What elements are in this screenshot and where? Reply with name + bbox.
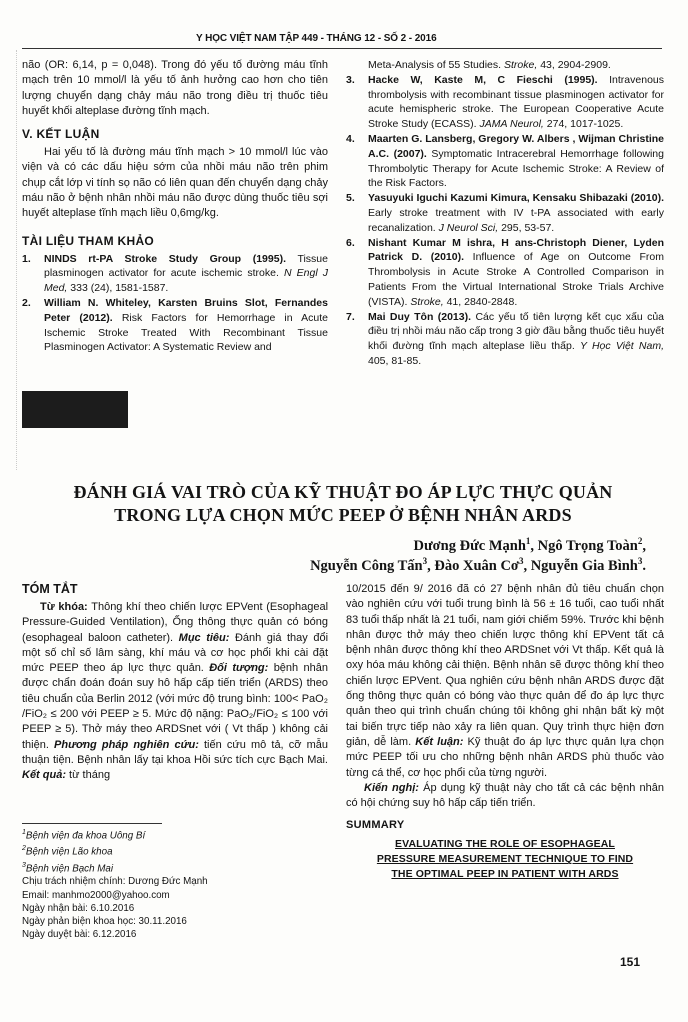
reference-number: 7. xyxy=(346,310,355,323)
author-affiliation-mark: 3 xyxy=(637,556,643,566)
abstract-segment: bệnh nhân được chẩn đoán đoán suy hô hấp cấp tiến triển (ARDS) theo tiêu chuẩn của Berlin 2012 (với mức độ trung bình: 100< PaO₂ /FiO₂ ≤ 200 với PEEP ≥ 5. Mức độ nặng: PaO₂/FiO₂ ≤ 100 với PEEP ≥ 5). Thở máy theo ARDSnet với ( Vt thấp ) không cải thiện. xyxy=(22,662,328,751)
reference-details: 43, 2904-2909. xyxy=(540,59,611,71)
reference-item xyxy=(22,296,328,355)
summary-heading: SUMMARY xyxy=(346,819,405,832)
reference-number: 2. xyxy=(22,297,31,310)
results-text: 10/2015 đến 9/ 2016 đã có 27 bệnh nhân đủ tiêu chuẩn chọn vào nghiên cứu với tuổi trung bình là 56 ± 16 tuổi, cao tuổi nhất 83 tuổi thấp nhất là 21 tuổi, nam giới chiếm 59%. Trước khi bệnh nhân được thở máy theo chiến lược thông khí EPVent tất cả bệnh nhân được thông khí theo ARDSnet với Vt thấp. Kết quả là oxy hóa máu không cải thiện. Bệnh nhân sẽ được thông khí theo chiến lược EPVent. Qua nghiên cứu bệnh nhân ARDS được đặt ống thông thực quản có bóng vào thực quản để đo áp lực thực quản theo qui trình chuẩn chúng tôi không ghi nhận bất kỳ một tai biến trực tiếp nào xảy ra liên quan. Quy trình thực hiện đơn giản, dễ làm. xyxy=(346,583,664,748)
author-separator: , xyxy=(642,537,646,554)
reference-details: 405, 81-85. xyxy=(368,354,422,367)
left-top-column xyxy=(22,58,328,355)
abstract-label: Mục tiêu: xyxy=(178,631,230,644)
abstract-segment: tiến cứu mô tả, cỡ mẫu thuận tiện. Bệnh nhân lấy tại khoa Hồi sức tích cực Bạch Mai. xyxy=(22,738,328,766)
email-line[interactable]: Email: manhmo2000@yahoo.com xyxy=(22,889,170,901)
abstract-right-column xyxy=(346,582,664,882)
reference-item xyxy=(346,310,664,369)
reference-authors: Maarten G. Lansberg, Gregory W. Albers , Wijman Christine A.C. (2007). xyxy=(368,132,664,160)
reference-body xyxy=(368,58,664,73)
reference-item xyxy=(346,191,664,235)
reference-authors: Nishant Kumar M ishra, H ans-Christoph Diener, Lyden Patrick D. (2010). xyxy=(368,236,664,264)
reference-authors: Yasuyuki Iguchi Kazumi Kimura, Kensaku Shibazaki (2010). xyxy=(368,192,664,205)
affiliation-mark: 3 xyxy=(22,861,26,869)
english-title-line: PRESSURE MEASUREMENT TECHNIQUE TO FIND xyxy=(376,853,634,866)
reference-journal: JAMA Neurol, xyxy=(479,118,544,131)
header-divider xyxy=(22,48,662,49)
reference-body xyxy=(368,310,664,369)
author-separator: , xyxy=(530,537,538,554)
recommendation-label: Kiến nghị: xyxy=(364,781,419,794)
article-title-line-2: TRONG LỰA CHỌN MỨC PEEP Ở BỆNH NHÂN ARDS xyxy=(114,505,572,525)
reference-journal: Y Học Việt Nam, xyxy=(579,340,664,353)
author-name: Nguyễn Công Tấn xyxy=(310,557,423,574)
abstract-segment: từ tháng xyxy=(66,769,111,782)
reference-number: 3. xyxy=(346,73,355,86)
review-date: Ngày phản biện khoa học: 30.11.2016 xyxy=(22,916,187,928)
reference-journal: J Neurol Sci, xyxy=(438,221,499,234)
reference-title: Early stroke treatment with IV t-PA associated with early recanalization. xyxy=(368,206,664,234)
reference-body xyxy=(368,236,664,310)
reference-body xyxy=(368,73,664,132)
article-title-line-1: ĐÁNH GIÁ VAI TRÒ CỦA KỸ THUẬT ĐO ÁP LỰC THỰC QUẢN xyxy=(73,482,613,502)
abstract-right-text xyxy=(346,582,664,781)
margin-handwriting-marks xyxy=(0,50,17,470)
recommendation-text: Áp dụng kỹ thuật này cho tất cả các bệnh nhân có hội chứng suy hô hấp cấp tiến triển. xyxy=(346,781,664,810)
reference-title: Intravenous thrombolysis with recombinant tissue plasminogen activator for acute hemispheric stroke. The European Cooperative Acute Stroke Study (ECASS). xyxy=(368,73,664,131)
authors-line-1 xyxy=(413,536,646,555)
english-title-block xyxy=(346,837,664,882)
reference-number: 5. xyxy=(346,192,355,205)
reference-item xyxy=(346,73,664,132)
author-separator: , xyxy=(523,557,531,574)
english-title-line: EVALUATING THE ROLE OF ESOPHAGEAL xyxy=(395,838,615,851)
abstract-label: Kết quả: xyxy=(22,769,66,782)
approval-date: Ngày duyệt bài: 6.12.2016 xyxy=(22,929,137,941)
reference-body xyxy=(368,191,664,235)
reference-authors: Mai Duy Tôn (2013). xyxy=(368,310,472,323)
abstract-label: Đối tượng: xyxy=(209,662,269,675)
reference-authors: NINDS rt-PA Stroke Study Group (1995). xyxy=(44,252,286,265)
author-name: Nguyễn Gia Bình xyxy=(530,557,638,574)
conclusion-text: Hai yếu tố là đường máu tĩnh mạch > 10 mmol/l lúc vào viện và có các dấu hiệu sớm của nhồi máu não trên phim chụp cắt lớp vi tính sọ não có liên quan đến chuyển dạng chảy máu não ở bệnh nhân nhồi máu não được dùng thuốc tiêu sợi huyết alteplase tĩnh mạch liều 0,6mg/kg. xyxy=(22,146,328,220)
reference-body xyxy=(44,252,328,296)
reference-title: Tissue plasminogen activator for acute ischemic stroke. xyxy=(44,252,328,280)
reference-body xyxy=(44,296,328,355)
author-affiliation-mark: 3 xyxy=(518,556,524,566)
recommendation-paragraph xyxy=(346,781,664,812)
affiliation-note xyxy=(22,826,322,842)
reference-title: Meta-Analysis of 55 Studies. xyxy=(368,59,502,71)
affiliation-mark: 2 xyxy=(22,845,26,853)
reference-number: 1. xyxy=(22,252,31,265)
right-top-column xyxy=(346,58,664,369)
references-list-right xyxy=(346,58,664,369)
abstract-left-column xyxy=(22,582,328,784)
abstract-left-text xyxy=(22,600,328,784)
footnote-divider xyxy=(22,823,162,824)
author-affiliation-mark: 2 xyxy=(637,536,643,546)
reference-journal: Stroke, xyxy=(504,59,538,71)
running-header: Y HỌC VIỆT NAM TẬP 449 - THÁNG 12 - SỐ 2 - 2016 xyxy=(196,33,437,44)
authors-line-2 xyxy=(310,556,646,575)
reference-details: 41, 2840-2848. xyxy=(446,295,518,308)
reference-authors: William N. Whiteley, Karsten Bruins Slot, Fernandes Peter (2012). xyxy=(44,297,328,324)
corresponding-author: Chịu trách nhiệm chính: Dương Đức Mạnh xyxy=(22,876,208,888)
page-number: 151 xyxy=(619,955,640,969)
abstract-label: Phương pháp nghiên cứu: xyxy=(54,738,199,751)
reference-number: 6. xyxy=(346,236,355,249)
reference-number xyxy=(346,58,368,73)
affiliation-mark: 1 xyxy=(22,829,26,836)
reference-journal: N Engl J Med, xyxy=(44,267,328,295)
reference-item xyxy=(346,58,664,73)
author-name: Ngô Trọng Toàn xyxy=(537,537,638,554)
references-list-left xyxy=(22,252,328,356)
conclusion-label: Kết luận: xyxy=(415,735,464,748)
affiliation-note xyxy=(22,859,322,875)
affiliation-note xyxy=(22,842,322,858)
references-heading: TÀI LIỆU THAM KHẢO xyxy=(22,233,155,248)
intro-paragraph: não (OR: 6,14, p = 0,048). Trong đó yếu tố đường máu tĩnh mạch trên 10 mmol/l là yếu tố ảnh hưởng cao hơn cho tiên lượng chuyển dạng chảy máu não trong điều trị thuốc tiêu huyết khối alteplase đường tĩnh mạch. xyxy=(22,59,328,117)
affiliation-text: Bệnh viện Bạch Mai xyxy=(25,863,114,875)
abstract-label: Từ khóa: xyxy=(40,601,88,613)
footnotes xyxy=(22,826,322,941)
abstract-segment: Đánh giá thay đổi một số chỉ số lâm sàng, khí máu và cơ học phổi khi cài đặt mức PEEP theo áp lực thực quản. xyxy=(22,631,329,675)
reference-title: Các yếu tố tiên lượng kết cục xấu của điều trị nhồi máu não cấp trong 3 giờ đầu bằng thuốc tiêu huyết khối đường tĩnh mạch alteplase liều thấp. xyxy=(368,310,664,353)
reference-title: Risk Factors for Hemorrhage in Acute Ischemic Stroke Treated With Recombinant Tissue Plasminogen Activator: A Systematic Review and xyxy=(44,311,328,354)
reference-number: 4. xyxy=(346,132,355,145)
reference-details: 274, 1017-1025. xyxy=(546,118,624,131)
author-name: Đào Xuân Cơ xyxy=(434,557,519,574)
author-separator: , xyxy=(427,557,435,574)
author-separator: . xyxy=(642,557,646,574)
abstract-conclusion-text: Kỹ thuật đo áp lực thực quản lựa chọn mức PEEP tối ưu cho những bệnh nhân ARDS phù thuốc vào từng cá thể, cơ học phổi của từng người. xyxy=(346,735,664,779)
reference-authors: Hacke W, Kaste M, C Fieschi (1995). xyxy=(368,73,598,86)
reference-item xyxy=(346,236,664,310)
affiliation-text: Bệnh viện đa khoa Uông Bí xyxy=(25,830,146,842)
english-title-line: THE OPTIMAL PEEP IN PATIENT WITH ARDS xyxy=(391,868,619,881)
affiliation-text: Bệnh viện Lão khoa xyxy=(25,846,113,858)
reference-item xyxy=(22,252,328,296)
author-affiliation-mark: 1 xyxy=(525,536,531,546)
reference-title: Symptomatic Intracerebral Hemorrhage following Thrombolytic Therapy for Acute Ischemic Stroke: A Review of the Risk Factors. xyxy=(368,147,664,190)
reference-body xyxy=(368,132,664,191)
abstract-heading: TÓM TẮT xyxy=(22,582,78,596)
reference-item xyxy=(346,132,664,191)
scan-ink-smudge xyxy=(22,391,128,428)
reference-title: Influence of Age on Outcome From Thrombolysis in Acute Stroke A Controlled Comparison in Patients From the Virtual International Stroke Trials Archive (VISTA). xyxy=(368,251,664,308)
author-name: Dương Đức Mạnh xyxy=(413,537,526,554)
reference-details: 295, 53-57. xyxy=(501,221,555,234)
reference-details: 333 (24), 1581-1587. xyxy=(70,282,169,295)
author-affiliation-mark: 3 xyxy=(422,556,428,566)
reference-journal: Stroke, xyxy=(410,295,444,308)
received-date: Ngày nhận bài: 6.10.2016 xyxy=(22,902,135,914)
abstract-segment: Thông khí theo chiến lược EPVent (Esophageal Pressure-Guided Ventilation), Ống thông thực quản có bóng (esophageal baloon catheter). xyxy=(22,601,329,644)
conclusion-heading: V. KẾT LUẬN xyxy=(22,127,100,142)
